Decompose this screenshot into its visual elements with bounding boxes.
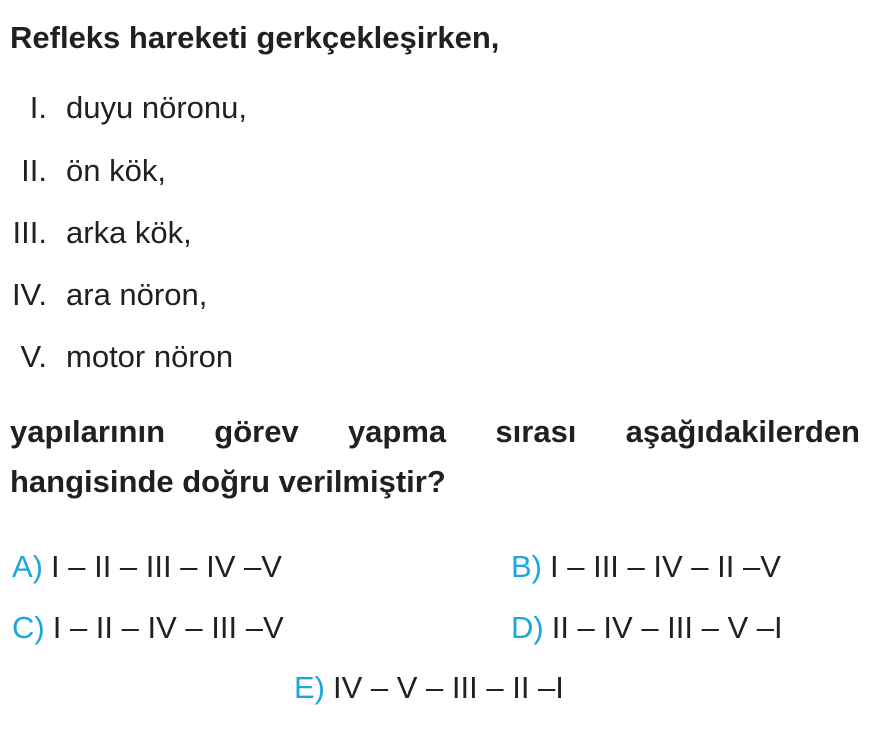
option-letter: D) [511, 610, 544, 645]
item-text: motor nöron [66, 339, 234, 374]
item-numeral: III. [12, 215, 47, 250]
answer-option-d[interactable] [511, 610, 783, 646]
option-letter: E) [294, 670, 325, 705]
item-numeral: I. [29, 90, 47, 125]
item-text: ön kök, [66, 153, 166, 188]
item-text: arka kök, [66, 215, 192, 250]
option-text: I – II – III – IV –V [51, 549, 282, 584]
question-stem-line-1: yapılarının görev yapma sırası aşağıdakilerden [10, 414, 860, 449]
answer-option-a[interactable] [12, 549, 282, 585]
option-letter: B) [511, 549, 542, 584]
option-text: II – IV – III – V –I [551, 610, 783, 645]
option-text: I – III – IV – II –V [550, 549, 781, 584]
item-numeral: IV. [11, 277, 47, 312]
item-text: ara nöron, [66, 277, 208, 312]
item-numeral: II. [21, 153, 47, 188]
answer-option-e[interactable] [294, 670, 564, 706]
option-text: I – II – IV – III –V [52, 610, 284, 645]
question-stem-line-2: hangisinde doğru verilmiştir? [10, 464, 446, 499]
answer-option-c[interactable] [12, 610, 284, 646]
option-letter: C) [12, 610, 45, 645]
item-text: duyu nöronu, [66, 90, 247, 125]
option-text: IV – V – III – II –I [333, 670, 564, 705]
option-letter: A) [12, 549, 43, 584]
item-numeral: V. [20, 339, 47, 374]
question-stem-intro: Refleks hareketi gerkçekleşirken, [10, 20, 500, 55]
answer-option-b[interactable] [511, 549, 781, 585]
